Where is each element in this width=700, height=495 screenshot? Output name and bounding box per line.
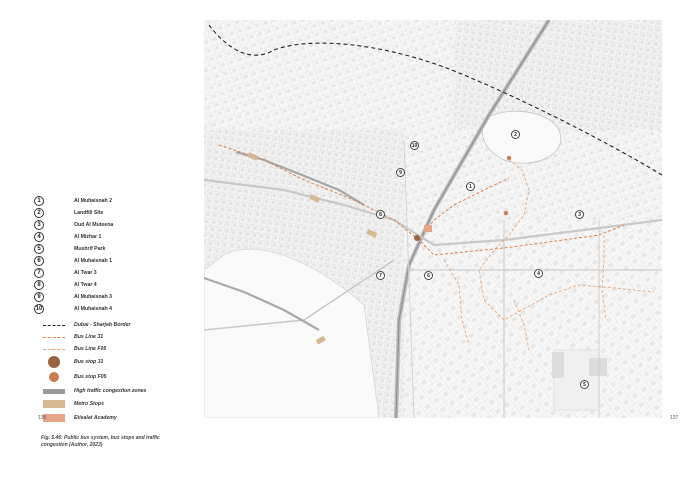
key-label: Bus stop F05 [74, 374, 107, 380]
legend-area-item [34, 195, 112, 207]
area-number-badge: 8 [34, 280, 44, 290]
key-label: Etisalat Academy [74, 415, 117, 421]
area-number-badge: 3 [34, 220, 44, 230]
legend-area-item [34, 243, 105, 255]
legend-key-bus-line-f05 [40, 343, 106, 355]
key-label: Bus Line 31 [74, 334, 104, 340]
map-area-label: 7 [376, 271, 385, 280]
area-name: Al Muhaisnah 3 [74, 294, 113, 300]
map-area-label: 4 [534, 269, 543, 278]
bus-line-31-symbol [43, 337, 65, 338]
map-area-label: 3 [575, 210, 584, 219]
legend-area-item [34, 219, 113, 231]
map-area-label: 2 [511, 130, 520, 139]
map-area-label: 9 [396, 168, 405, 177]
legend-key-bus-stop-f05 [40, 371, 107, 383]
area-name: Al Twar 3 [74, 270, 97, 276]
key-label: Bus stop 31 [74, 359, 104, 365]
page-number-right: 137 [670, 415, 679, 421]
area-number-badge: 4 [34, 232, 44, 242]
map-drawing [204, 20, 662, 418]
key-label: Bus Line F05 [74, 346, 107, 352]
area-name: Landfill Site [74, 210, 104, 216]
legend-key-bus-stop-31 [40, 356, 103, 368]
map-area-label: 1 [466, 182, 475, 191]
key-label: High traffic congestion zones [74, 388, 147, 394]
area-number-badge: 6 [34, 256, 44, 266]
legend-key-border [40, 319, 131, 331]
map-area-label: 6 [424, 271, 433, 280]
map-area-label: 5 [580, 380, 589, 389]
area-name: Al Muhaisnah 2 [74, 198, 113, 204]
legend-key-academy [40, 412, 117, 424]
area-number-badge: 5 [34, 244, 44, 254]
bus-stop-31-symbol [48, 356, 60, 368]
legend-area-item [34, 255, 112, 267]
area-name: Al Muhaisnah 4 [74, 306, 113, 312]
area-number-badge: 2 [34, 208, 44, 218]
area-number-badge: 9 [34, 292, 44, 302]
metro-stop-symbol [43, 400, 65, 408]
border-line-symbol [43, 325, 65, 326]
area-name: Al Muhaisnah 1 [74, 258, 113, 264]
map-canvas[interactable] [204, 20, 662, 418]
legend-area-item [34, 291, 112, 303]
page-number-left: 136 [38, 415, 47, 421]
map-area-label: 10 [411, 142, 418, 149]
area-name: Al Mizhar 1 [74, 234, 102, 240]
congestion-zone-symbol [43, 389, 65, 394]
key-label: Dubai - Sharjah Border [74, 322, 131, 328]
area-name: Mushrif Park [74, 246, 106, 252]
area-number-badge: 10 [35, 306, 43, 312]
legend-area-item [34, 303, 112, 315]
area-name: Al Twar 4 [74, 282, 97, 288]
legend-key-congestion [40, 385, 147, 397]
legend-area-item [34, 207, 103, 219]
map-area-label: 8 [376, 210, 385, 219]
legend-area-item [34, 231, 101, 243]
legend-area-item [34, 279, 97, 291]
bus-stop-f05-symbol [49, 372, 59, 382]
figure-caption: Fig. 5.46: Public bus system, bus stops and traffic congestion (Author, 2023) [41, 435, 160, 448]
bus-line-f05-symbol [43, 349, 65, 350]
legend-area-item [34, 267, 97, 279]
legend-key-metro [40, 398, 104, 410]
area-number-badge: 1 [34, 196, 44, 206]
area-name: Oud Al Muteena [74, 222, 114, 228]
key-label: Metro Stops [74, 401, 104, 407]
legend-key-bus-line-31 [40, 331, 103, 343]
area-number-badge: 7 [34, 268, 44, 278]
